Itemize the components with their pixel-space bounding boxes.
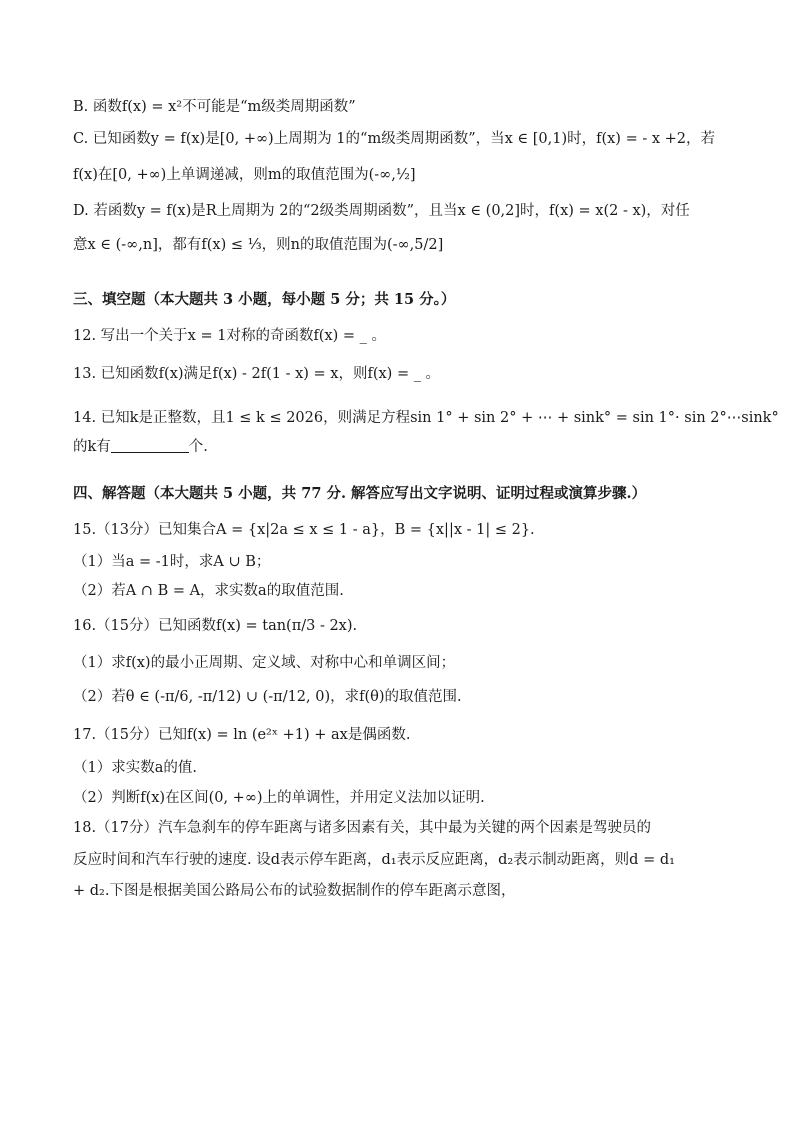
answer-blank — [111, 438, 189, 453]
question-15-part2: （2）若A ∩ B = A，求实数a的取值范围. — [73, 583, 344, 599]
question-17: 17.（15分）已知f(x) = ln (e²ˣ +1) + ax是偶函数. — [73, 727, 411, 743]
question-18-line1: 18.（17分）汽车急刹车的停车距离与诸多因素有关，其中最为关键的两个因素是驾驶员的 — [73, 820, 652, 836]
option-d-line1: D. 若函数y = f(x)是R上周期为 2的“2级类周期函数”，且当x ∈ (0,2]时，f(x) = x(2 - x)，对任 — [73, 203, 690, 219]
question-14-prefix: 的k有 — [73, 439, 111, 455]
question-16: 16.（15分）已知函数f(x) = tan(π/3 - 2x). — [73, 618, 358, 634]
question-15-part1: （1）当a = -1时，求A ∪ B； — [73, 554, 271, 570]
option-c-line2: f(x)在[0, +∞)上单调递减，则m的取值范围为(-∞,½] — [73, 167, 416, 183]
question-16-part1: （1）求f(x)的最小正周期、定义域、对称中心和单调区间； — [73, 655, 456, 671]
question-14-suffix: 个. — [188, 439, 208, 455]
question-18-line3: + d₂.下图是根据美国公路局公布的试验数据制作的停车距离示意图， — [73, 883, 516, 899]
section-three-heading: 三、填空题（本大题共 3 小题，每小题 5 分；共 15 分。） — [73, 291, 456, 308]
question-15: 15.（13分）已知集合A = {x|2a ≤ x ≤ 1 - a}，B = {x||x - 1| ≤ 2}. — [73, 522, 535, 538]
question-17-part2: （2）判断f(x)在区间(0, +∞)上的单调性，并用定义法加以证明. — [73, 790, 485, 806]
section-four-heading: 四、解答题（本大题共 5 小题，共 77 分. 解答应写出文字说明、证明过程或演算步骤.） — [73, 485, 647, 502]
question-18-line2: 反应时间和汽车行驶的速度. 设d表示停车距离，d₁表示反应距离，d₂表示制动距离，则d = d₁ — [73, 852, 675, 868]
question-13: 13. 已知函数f(x)满足f(x) - 2f(1 - x) = x，则f(x) = _ 。 — [73, 366, 441, 382]
question-17-part1: （1）求实数a的值. — [73, 760, 197, 776]
option-d-line2: 意x ∈ (-∞,n]，都有f(x) ≤ ⅓，则n的取值范围为(-∞,5/2] — [73, 237, 444, 253]
question-14-line1: 14. 已知k是正整数，且1 ≤ k ≤ 2026，则满足方程sin 1° + sin 2° + ⋯ + sink° = sin 1°· sin 2°⋯sink° — [73, 410, 779, 426]
option-c-line1: C. 已知函数y = f(x)是[0, +∞)上周期为 1的“m级类周期函数”，当x ∈ [0,1)时，f(x) = - x +2，若 — [73, 131, 716, 147]
option-b: B. 函数f(x) = x²不可能是“m级类周期函数” — [73, 99, 356, 115]
question-14-line2 — [73, 436, 208, 458]
question-12: 12. 写出一个关于x = 1对称的奇函数f(x) = _ 。 — [73, 328, 387, 344]
question-16-part2: （2）若θ ∈ (-π/6, -π/12) ∪ (-π/12, 0)，求f(θ)的取值范围. — [73, 689, 462, 705]
